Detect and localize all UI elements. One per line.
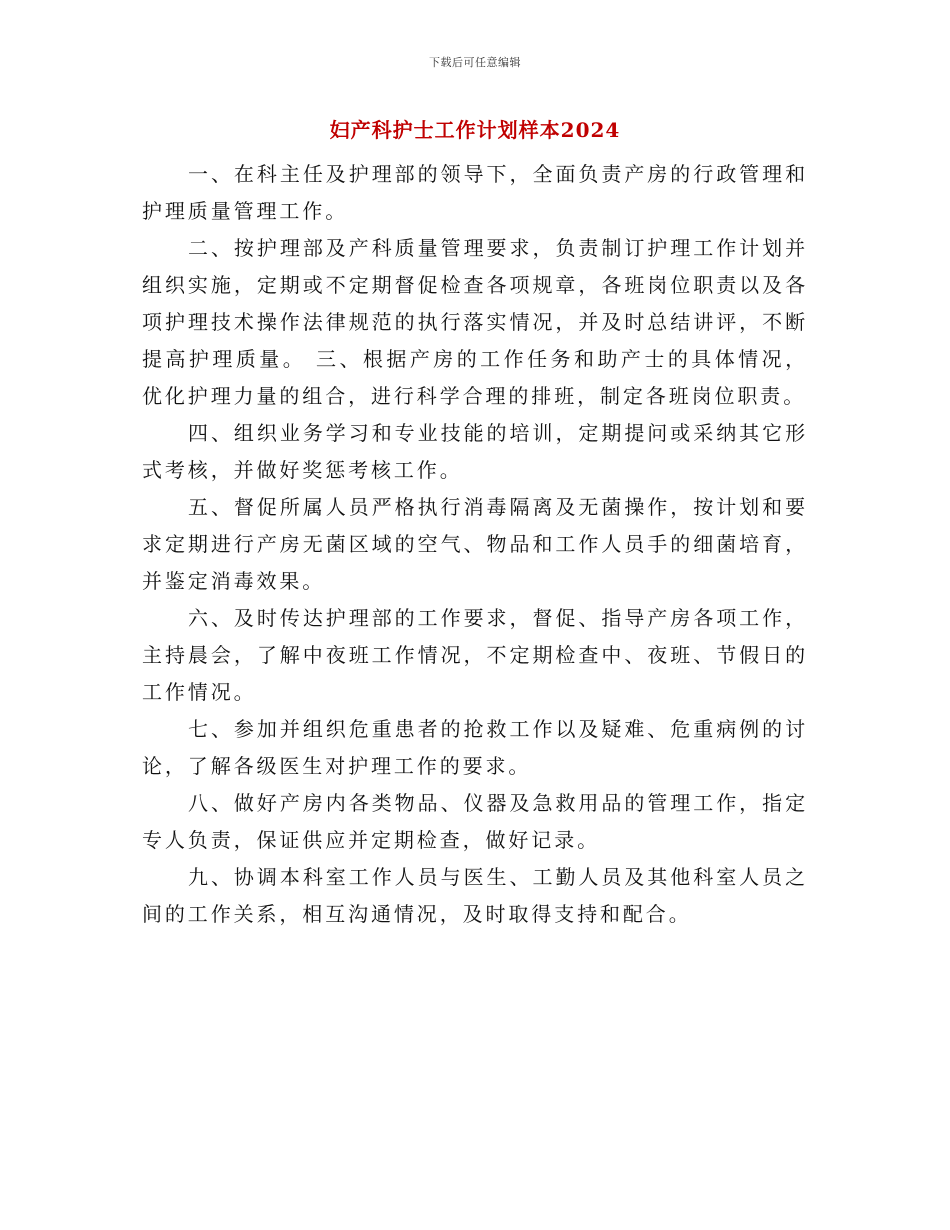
paragraph-2: 二、按护理部及产科质量管理要求，负责制订护理工作计划并组织实施，定期或不定期督促检查各项规章，各班岗位职责以及各项护理技术操作法律规范的执行落实情况，并及时总结讲评，不断提高护理质量。 三、根据产房的工作任务和助产士的具体情况，优化护理力量的组合，进行科学合理的排班，制定各班岗位职责。 (142, 236, 808, 408)
paragraph-3: 四、组织业务学习和专业技能的培训，定期提问或采纳其它形式考核，并做好奖惩考核工作。 (142, 421, 808, 482)
paragraph-4: 五、督促所属人员严格执行消毒隔离及无菌操作，按计划和要求定期进行产房无菌区域的空气、物品和工作人员手的细菌培育，并鉴定消毒效果。 (142, 495, 808, 593)
paragraph-5: 六、及时传达护理部的工作要求，督促、指导产房各项工作，主持晨会，了解中夜班工作情况，不定期检查中、夜班、节假日的工作情况。 (142, 606, 808, 704)
header-note: 下载后可任意编辑 (429, 56, 521, 69)
paragraph-1: 一、在科主任及护理部的领导下，全面负责产房的行政管理和护理质量管理工作。 (142, 162, 808, 223)
document-body (142, 156, 808, 933)
paragraph-7: 八、做好产房内各类物品、仪器及急救用品的管理工作，指定专人负责，保证供应并定期检查，做好记录。 (142, 791, 808, 852)
paragraph-8: 九、协调本科室工作人员与医生、工勤人员及其他科室人员之间的工作关系，相互沟通情况，及时取得支持和配合。 (142, 865, 808, 926)
paragraph-6: 七、参加并组织危重患者的抢救工作以及疑难、危重病例的讨论，了解各级医生对护理工作的要求。 (142, 717, 808, 778)
document-title: 妇产科护士工作计划样本2024 (329, 118, 621, 142)
